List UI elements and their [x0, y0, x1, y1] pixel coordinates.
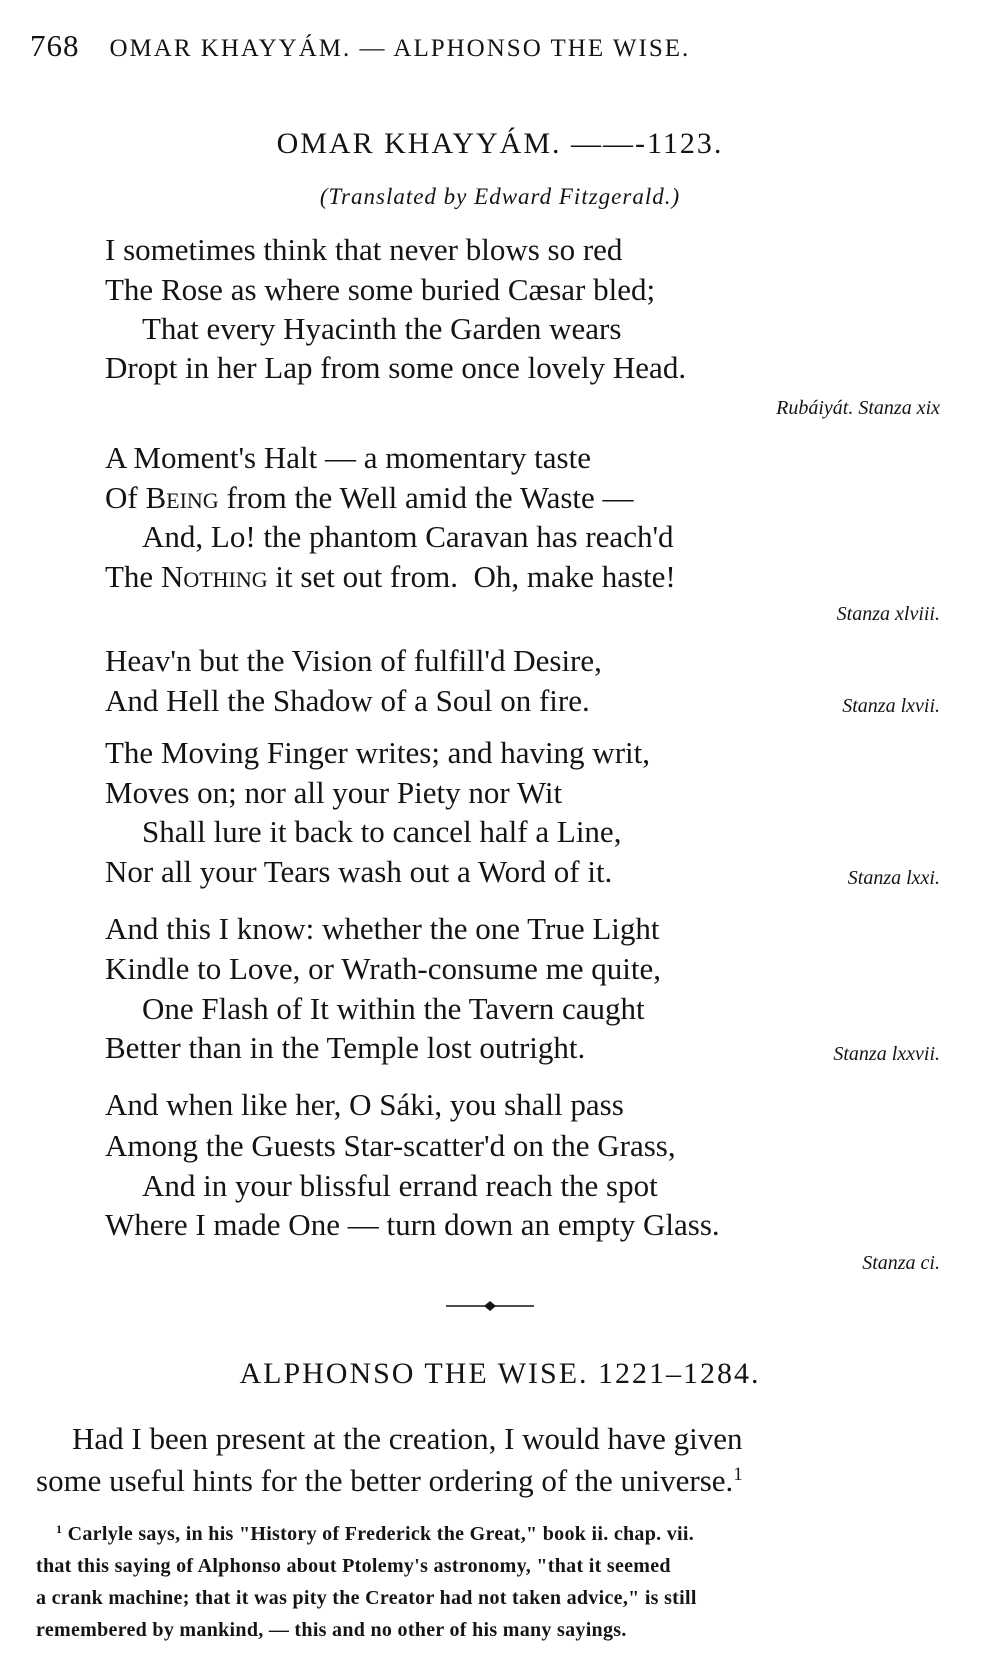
stanza-reference: Stanza lxvii. [842, 695, 940, 717]
poem-line: Dropt in her Lap from some once lovely Head. [105, 350, 687, 385]
poem-line: The Nothing it set out from. Oh, make haste! [105, 559, 676, 594]
poem-line: One Flash of It within the Tavern caught [142, 991, 645, 1026]
poem-line: Of Being from the Well amid the Waste — [105, 480, 634, 515]
footnote-reference-marker: 1 [733, 1463, 743, 1485]
running-head [30, 28, 690, 64]
poem-line: Among the Guests Star-scatter'd on the Grass, [105, 1128, 676, 1163]
running-title: OMAR KHAYYÁM. — ALPHONSO THE WISE. [109, 35, 691, 62]
poem-line: And, Lo! the phantom Caravan has reach'd [142, 519, 674, 554]
poem-line: The Moving Finger writes; and having writ, [105, 735, 650, 770]
ornament-divider [446, 1300, 534, 1312]
footnote-marker: 1 [56, 1521, 63, 1536]
stanza-reference: Stanza ci. [862, 1252, 940, 1274]
poem-line: That every Hyacinth the Garden wears [142, 311, 622, 346]
poem-line: And in your blissful errand reach the spot [142, 1168, 658, 1203]
footnote-line: that this saying of Alphonso about Ptolemy's astronomy, "that it seemed [36, 1555, 671, 1577]
poem-line: And this I know: whether the one True Light [105, 911, 660, 946]
poem-line: The Rose as where some buried Cæsar bled; [105, 272, 656, 307]
translator-credit: (Translated by Edward Fitzgerald.) [319, 184, 681, 209]
poem-line: Better than in the Temple lost outright. [105, 1030, 586, 1065]
poem-line: I sometimes think that never blows so red [105, 232, 623, 267]
footnote-line: remembered by mankind, — this and no other of his many sayings. [36, 1619, 627, 1641]
quote-line: Had I been present at the creation, I would have given [72, 1421, 743, 1456]
stanza-reference: Rubáiyát. Stanza xix [776, 397, 940, 419]
poem-line: A Moment's Halt — a momentary taste [105, 440, 591, 475]
stanza-reference: Stanza lxxvii. [833, 1043, 940, 1065]
poem-line: Shall lure it back to cancel half a Line, [142, 814, 622, 849]
poem-line: And Hell the Shadow of a Soul on fire. [105, 683, 590, 718]
footnote-line: $^1$ Carlyle says, in his "History of Frederick the Great," book ii. chap. vii. [56, 1521, 695, 1545]
omar-title: OMAR KHAYYÁM. ——-1123. [276, 127, 724, 160]
poem-line: Where I made One — turn down an empty Glass. [105, 1207, 720, 1242]
poem-line: And when like her, O Sáki, you shall pass [105, 1087, 624, 1122]
quote-line: some useful hints for the better ordering of the universe.$^1$ [36, 1463, 743, 1498]
poem-line: Heav'n but the Vision of fulfill'd Desire, [105, 643, 602, 678]
poem-line: Nor all your Tears wash out a Word of it. [105, 854, 613, 889]
stanza-reference: Stanza xlviii. [836, 603, 940, 625]
page-number: 768 [30, 28, 80, 63]
stanza-reference: Stanza lxxi. [847, 867, 940, 889]
alphonso-title: ALPHONSO THE WISE. 1221–1284. [239, 1357, 761, 1390]
poem-line: Kindle to Love, or Wrath-consume me quite, [105, 951, 662, 986]
footnote-line: a crank machine; that it was pity the Creator had not taken advice," is still [36, 1587, 697, 1609]
poem-line: Moves on; nor all your Piety nor Wit [105, 775, 563, 810]
